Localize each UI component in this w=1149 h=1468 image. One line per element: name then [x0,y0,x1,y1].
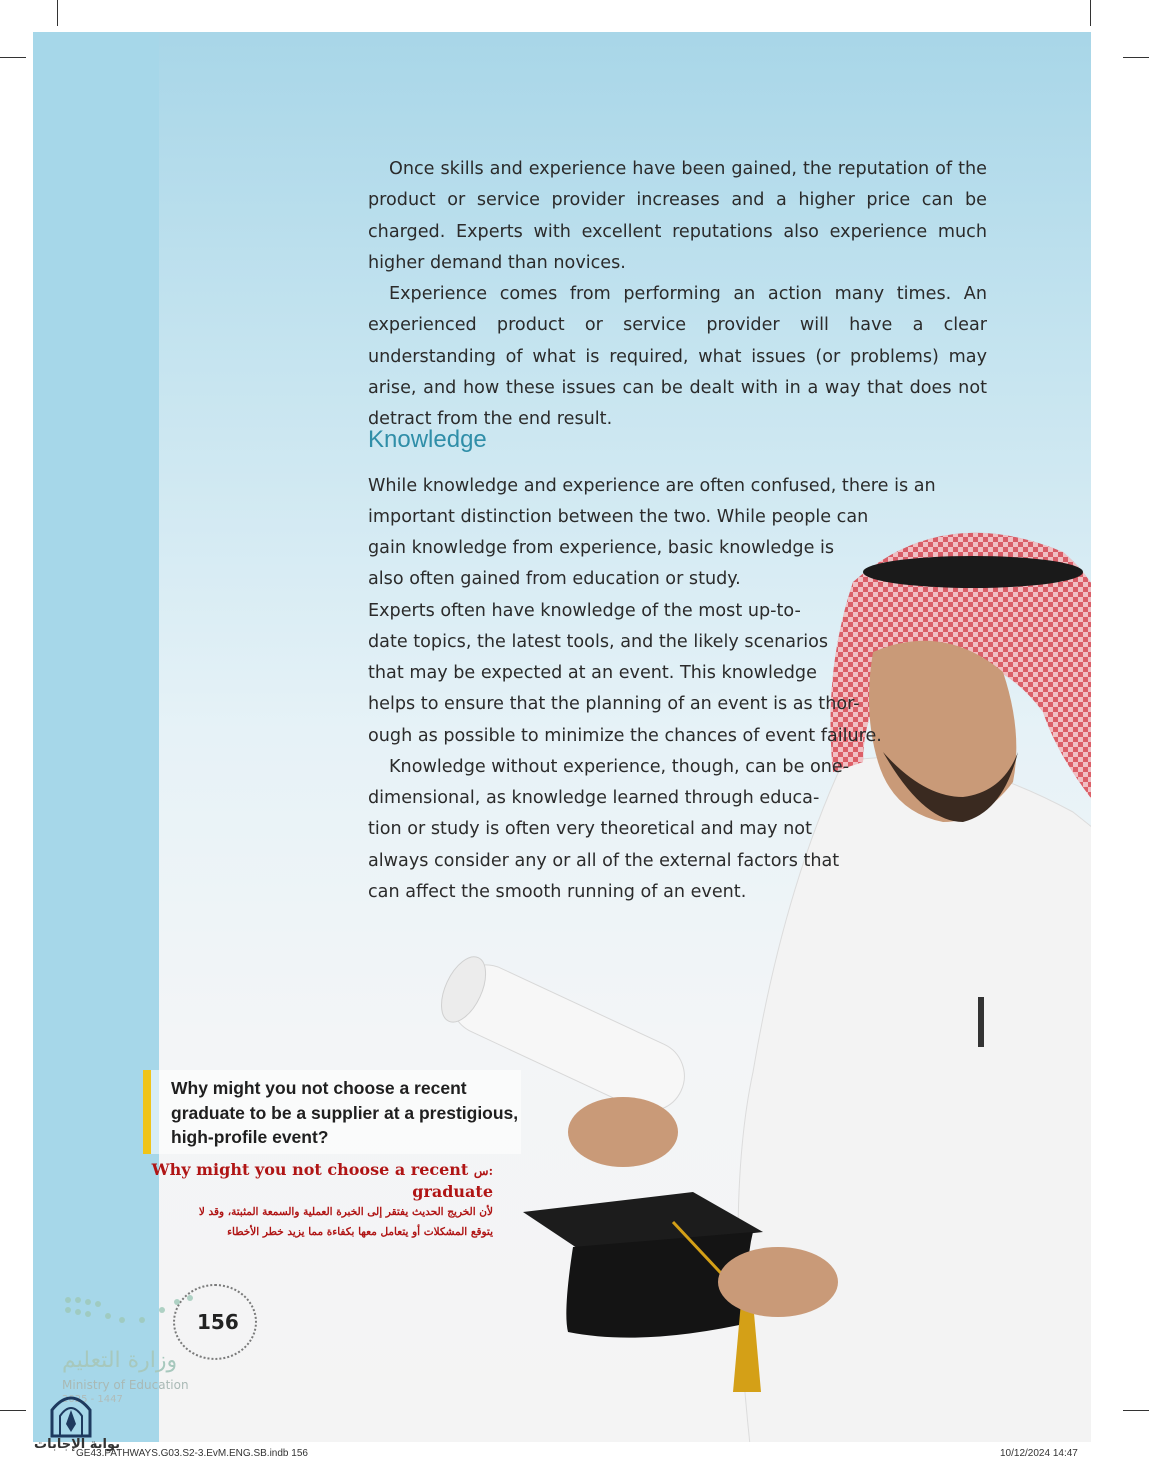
ministry-year: 2025 - 1447 [62,1394,123,1405]
section-heading: Knowledge [368,426,487,453]
paragraph-2: Experience comes from performing an action many times. An experienced product or service provider will have a clear understanding of what is required, what issues (or problems) may arise, and how these issues can be dealt with in a way that does not detract from the end result. [368,284,987,430]
answer-title: Why might you not choose a recent [151,1160,469,1179]
text-line: date topics, the latest tools, and the likely scenarios [368,632,829,652]
ministry-name-english: Ministry of Education [62,1378,189,1392]
text-line: always consider any or all of the external factors that [368,851,840,871]
question-text: Why might you not choose a recent graduate to be a supplier at a prestigious, high-profile event? [171,1078,519,1147]
text-line: tion or study is often very theoretical and may not [368,819,812,839]
text-line: While knowledge and experience are often confused, there is an [368,476,936,496]
side-band [33,32,159,1442]
crop-mark [0,57,26,58]
page-number: 156 [197,1310,239,1334]
answer-line-arabic: لأن الخريج الحديث يفتقر إلى الخبرة العملية والسمعة المثبتة، وقد لا [198,1206,493,1218]
text-line: also often gained from education or study. [368,569,741,589]
text-line: gain knowledge from experience, basic knowledge is [368,538,835,558]
crop-mark [1090,0,1091,26]
answer-line-arabic: يتوقع المشكلات أو يتعامل معها بكفاءة مما يزيد خطر الأخطاء [227,1226,493,1238]
footer-file: GE43.PATHWAYS.G03.S2-3.EvM.ENG.SB.indb 156 [76,1448,308,1459]
intro-paragraphs [368,154,987,436]
text-line: that may be expected at an event. This knowledge [368,663,817,683]
watermark-text: بوابة الإجابات [34,1437,120,1452]
crop-mark [0,1410,26,1411]
text-line: Knowledge without experience, though, can be one- [389,757,850,777]
answer-line: graduate [412,1182,493,1201]
text-line: can affect the smooth running of an event. [368,882,747,902]
question-callout [143,1070,521,1154]
answer-prefix: س: [473,1164,493,1178]
crop-mark [1123,57,1149,58]
paragraph-1: Once skills and experience have been gained, the reputation of the product or service provider increases and a higher price can be charged. Experts with excellent reputations also experience much higher demand than novices. [368,159,987,273]
watermark-logo [48,1388,94,1438]
text-line: ough as possible to minimize the chances of event failure. [368,726,882,746]
text-line: important distinction between the two. While people can [368,507,869,527]
ministry-dots-icon [62,1290,202,1340]
text-line: dimensional, as knowledge learned through educa- [368,788,820,808]
textbook-page [33,32,1091,1442]
text-line: Experts often have knowledge of the most up-to- [368,601,801,621]
text-line: helps to ensure that the planning of an event is as thor- [368,694,860,714]
crop-mark [57,0,58,26]
answer-line [152,1160,493,1179]
ministry-name-arabic: وزارة التعليم [62,1348,178,1373]
footer-date: 10/12/2024 14:47 [1000,1448,1078,1459]
crop-mark [1123,1410,1149,1411]
answer-block [153,1156,493,1246]
